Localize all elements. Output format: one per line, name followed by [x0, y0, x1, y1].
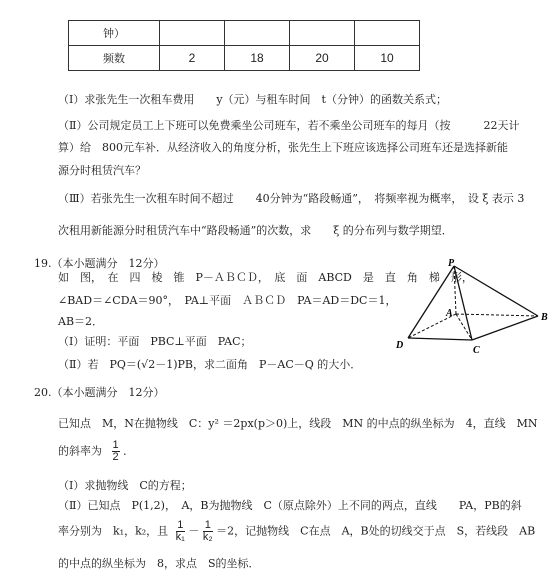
table-cell: 18 — [225, 46, 290, 71]
p18-line-6: 次租用新能源分时租赁汽车中“路段畅通”的次数，求 ξ 的分布列与数学期望． — [58, 224, 453, 237]
p20-line-4: （Ⅱ）已知点 P(1,2)， A，B为抛物线 C（原点除外）上不同的两点，直线 PA，PB的斜 — [58, 499, 522, 512]
table-cell: 钟） — [69, 21, 160, 46]
p20-line-1: 已知点 M，N在抛物线 C：y² ＝2px(p＞0)上，线段 MN 的中点的纵坐标为 4，直线 MN — [58, 417, 538, 430]
p19-line-2: ∠BAD＝∠CDA＝90°， PA⊥平面 ＡＢＣＤ PA＝AD＝DC＝1， — [58, 294, 397, 307]
fraction-one-half — [112, 440, 120, 463]
vertex-label-A: A — [446, 308, 453, 319]
edge-CB — [472, 316, 538, 340]
p20-line-5 — [58, 520, 535, 543]
fraction-denominator: k₁ — [175, 531, 185, 543]
p19-line-5: （Ⅱ）若 PQ＝(√2－1)PB，求二面角 P－AC－Q 的大小． — [58, 358, 362, 371]
fraction-1-over-k2 — [203, 520, 213, 543]
edge-PB — [454, 266, 538, 316]
vertex-label-C: C — [473, 345, 480, 356]
edge-AC — [456, 314, 472, 340]
vertex-label-P: P — [448, 258, 455, 269]
vertex-label-B: B — [541, 312, 548, 323]
edge-PD — [408, 266, 454, 338]
table-cell: 20 — [290, 46, 355, 71]
p18-line-2: （Ⅱ）公司规定员工上下班可以免费乘坐公司班车，若不乘坐公司班车的每月（按 22天计 — [58, 119, 520, 132]
fraction-denominator: k₂ — [202, 531, 213, 543]
pyramid-figure — [390, 258, 550, 358]
table-cell: 10 — [355, 46, 420, 71]
p20-line-5-end: ＝2，记抛物线 C在点 A，B处的切线交于点 S，若线段 AB — [216, 524, 536, 538]
problem-20-heading: 20.（本小题满分 12分） — [34, 386, 165, 399]
p20-line-6: 的中点的纵坐标为 8，求点 S的坐标． — [58, 557, 260, 570]
p18-line-3: 算）给 800元车补．从经济收入的角度分析，张先生上下班应该选择公司班车还是选择新能 — [58, 141, 508, 154]
fraction-numerator: 1 — [112, 439, 119, 451]
p20-line-2-text: 的斜率为 — [58, 444, 102, 458]
edge-DC — [408, 338, 472, 340]
frequency-table — [68, 20, 420, 71]
p19-line-4: （Ⅰ）证明：平面 PBC⊥平面 PAC； — [58, 335, 252, 348]
p18-line-4: 源分时租赁汽车？ — [58, 164, 146, 177]
p20-line-5-text: 率分别为 k₁，k₂，且 — [58, 524, 169, 538]
table-cell — [160, 21, 225, 46]
fraction-numerator: 1 — [177, 519, 184, 531]
problem-19-heading: 19.（本小题满分 12分） — [34, 257, 165, 270]
fraction-1-over-k1 — [176, 520, 185, 543]
p19-line-3: AB＝2． — [58, 315, 104, 328]
table-cell — [225, 21, 290, 46]
p18-line-5: （Ⅲ）若张先生一次租车时间不超过 40分钟为“路段畅通”， 将频率视为概率， 设 ξ 表示 3 — [58, 192, 525, 205]
p20-line-2 — [58, 440, 134, 463]
fraction-denominator: 2 — [112, 451, 119, 463]
p20-line-2-end: ． — [123, 444, 135, 458]
table-cell — [355, 21, 420, 46]
p18-line-1: （Ⅰ）求张先生一次租车费用 y（元）与租车时间 t（分钟）的函数关系式； — [58, 93, 447, 106]
p19-line-1: 如 图， 在 四 棱 锥 P－ＡＢＣＤ， 底 面 ABCD 是 直 角 梯 形， — [58, 271, 473, 284]
fraction-numerator: 1 — [204, 519, 211, 531]
table-cell — [290, 21, 355, 46]
minus-sign: － — [188, 524, 200, 538]
edge-PC — [454, 266, 472, 340]
p20-line-3: （Ⅰ）求抛物线 C的方程； — [58, 479, 192, 492]
table-row — [69, 46, 420, 71]
edge-AB — [456, 314, 538, 316]
table-cell: 2 — [160, 46, 225, 71]
vertex-label-D: D — [396, 340, 404, 351]
table-row — [69, 21, 420, 46]
table-cell: 频数 — [69, 46, 160, 71]
